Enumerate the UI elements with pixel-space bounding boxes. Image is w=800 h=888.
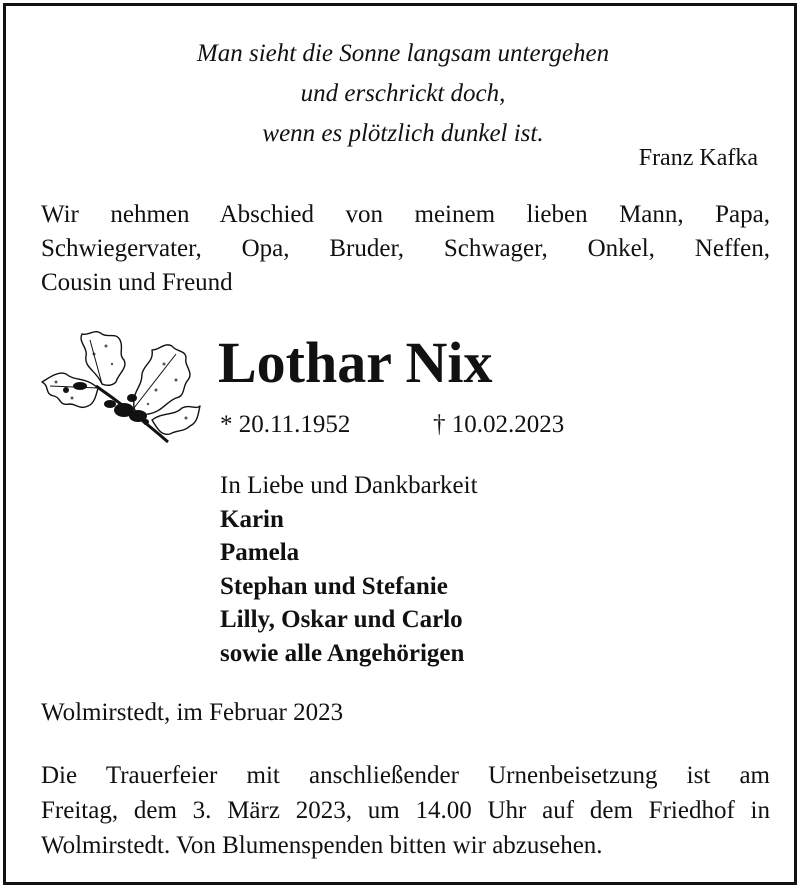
death-date: † 10.02.2023	[433, 411, 565, 438]
notice-line: Die Trauerfeier mit anschließender Urnenbeisetzung ist am	[41, 762, 770, 789]
farewell-intro	[41, 198, 770, 300]
quote-line: und erschrickt doch,	[300, 80, 506, 107]
funeral-notice	[41, 758, 770, 863]
notice-line: Wolmirstedt. Von Blumenspenden bitten wir abzusehen.	[41, 832, 603, 859]
intro-line: Schwiegervater, Opa, Bruder, Schwager, Onkel, Neffen,	[41, 235, 770, 262]
mourner-name: Karin	[220, 505, 284, 533]
place-and-date: Wolmirstedt, im Februar 2023	[41, 699, 344, 726]
mourners-intro: In Liebe und Dankbarkeit	[220, 472, 478, 499]
quote-line: wenn es plötzlich dunkel ist.	[262, 120, 544, 147]
oak-leaf-icon	[36, 324, 201, 449]
quote-line: Man sieht die Sonne langsam untergehen	[196, 40, 610, 67]
deceased-name: Lothar Nix	[218, 330, 493, 395]
birth-date: * 20.11.1952	[220, 411, 351, 438]
mourner-name: Lilly, Oskar und Carlo	[220, 606, 463, 633]
obituary-card	[3, 3, 797, 885]
notice-line: Freitag, dem 3. März 2023, um 14.00 Uhr auf dem Friedhof in	[41, 797, 770, 824]
mourner-name: Stephan und Stefanie	[220, 572, 448, 600]
mourner-name: sowie alle Angehörigen	[220, 639, 465, 667]
mourners-list	[220, 469, 478, 670]
mourner-name: Pamela	[220, 539, 300, 566]
kafka-quote	[6, 34, 800, 154]
quote-author: Franz Kafka	[638, 145, 758, 171]
intro-line: Cousin und Freund	[41, 269, 233, 296]
intro-line: Wir nehmen Abschied von meinem lieben Mann, Papa,	[41, 201, 770, 228]
